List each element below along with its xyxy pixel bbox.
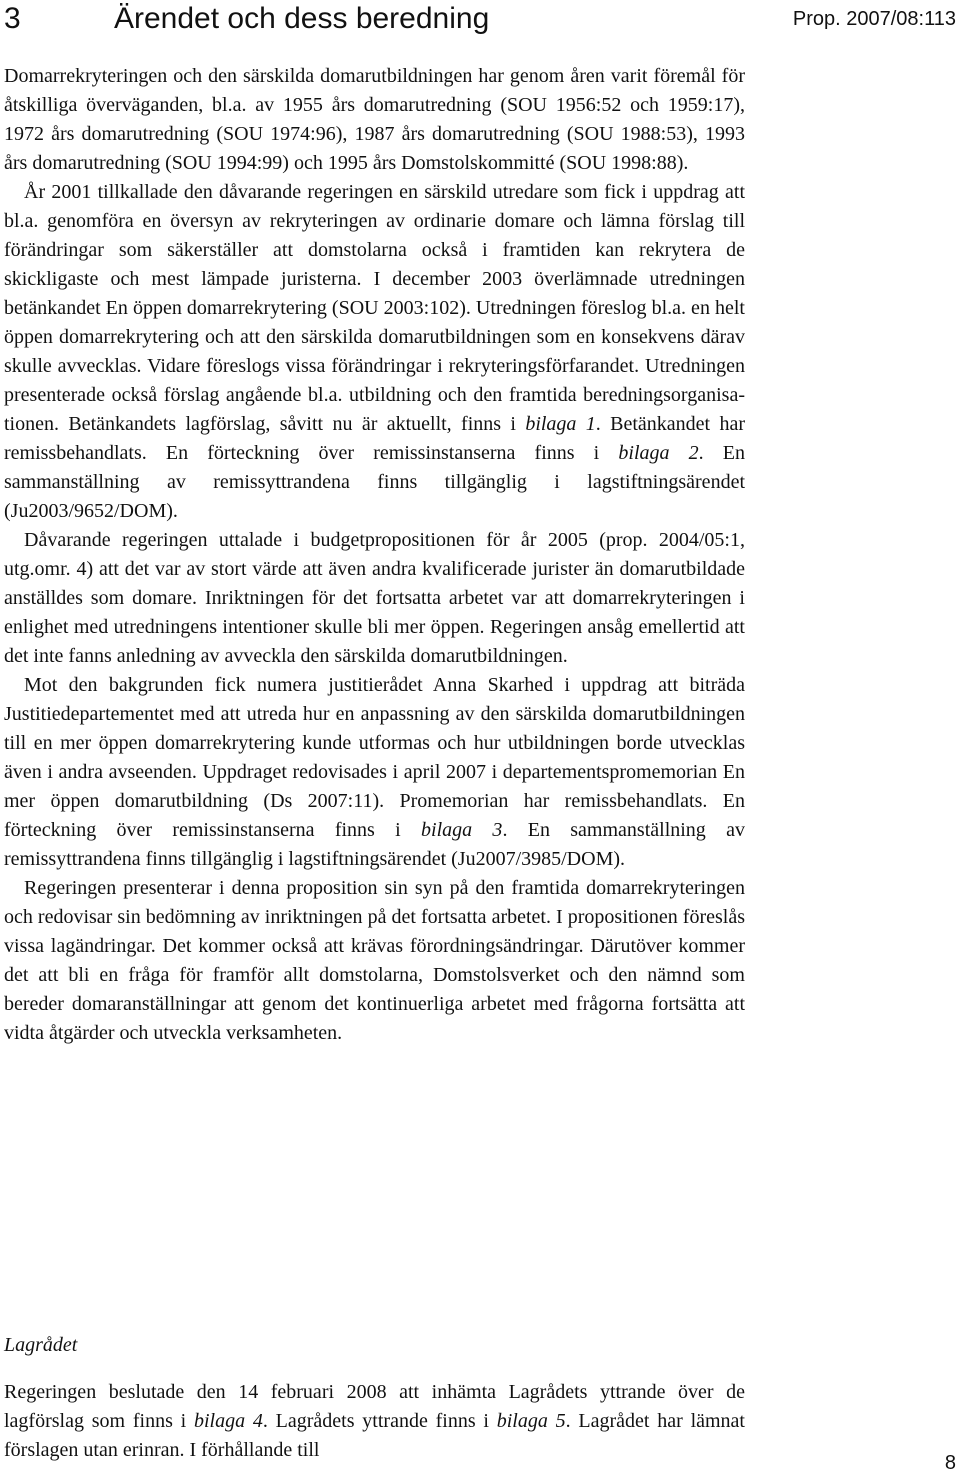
paragraph-2-text-b: . Betänkandet har remissbehandlats. En förteckning över remissinstanserna finns i (4, 413, 745, 464)
section-body (4, 62, 745, 1048)
subsection-text-b: . Lagrådets yttrande finns i (262, 1410, 497, 1432)
paragraph-2-text-a: År 2001 tillkallade den dåvarande regeringen en särskild utredare som fick i uppdrag att bl.a. genomföra en översyn av rekryteringen av ordinarie domare och lämna förslag till förändringar som säkerställer att domstolarna också i framtiden kan rekrytera de skickligaste och mest lämpade juristerna. I december 2003 överlämnade utredningen betänkandet En öppen domarrekrytering (SOU 2003:102). Utredningen föreslog bl.a. en helt öppen domarrekrytering och att den särskilda domarutbildningen som en konsekvens därav skulle avvecklas. Vidare föreslogs vissa förändringar i rekryteringsförfarandet. Utredningen presenterade också förslag angående bl.a. utbildning och den framtida beredningsorganisationen. Betänkandets lagförslag, såvitt nu är aktuellt, finns i (4, 181, 745, 435)
section-title: Ärendet och dess beredning (114, 2, 490, 35)
section-heading (4, 0, 489, 38)
subsection-text-a: Regeringen beslutade den 14 februari 2008 att inhämta Lagrådets yttrande över de lagförslag som finns i (4, 1381, 745, 1432)
subsection-paragraph (4, 1378, 745, 1465)
page-number: 8 (944, 1452, 956, 1474)
subsection-title: Lagrådet (4, 1334, 78, 1356)
paragraph-2 (4, 178, 745, 526)
proposition-reference: Prop. 2007/08:113 (792, 8, 956, 30)
bilaga-2-reference: bilaga 2 (618, 442, 699, 464)
paragraph-3 (4, 526, 745, 671)
bilaga-1-reference: bilaga 1 (525, 413, 596, 435)
bilaga-4-reference: bilaga 4 (193, 1410, 263, 1432)
section-number: 3 (4, 2, 21, 35)
paragraph-1-text: Domarrekryteringen och den särskilda domarutbildningen har genom åren varit föremål för åtskilliga överväganden, bl.a. av 1955 års domarutredning (SOU 1956:52 och 1959:17), 1972 års domarutredning (SOU 1974:96), 1987 års domarutredning (SOU 1988:53), 1993 års domarutredning (SOU 1994:99) och 1995 års Domstolskommitté (SOU 1998:88). (4, 65, 745, 174)
paragraph-1 (4, 62, 745, 178)
paragraph-3-text: Dåvarande regeringen uttalade i budgetpropositionen för år 2005 (prop. 2004/05:1, utg.omr. 4) att det var av stort värde att även andra kvalificerade jurister än domarutbildade anställdes som domare. Inriktningen för det fortsatta arbetet var att domarrekryteringen i enlighet med utredningens intentioner skulle bli mer öppen. Regeringen ansåg emellertid att det inte fanns anledning av avveckla den särskilda domarutbildningen. (4, 529, 745, 667)
paragraph-4 (4, 671, 745, 874)
paragraph-4-text-a: Mot den bakgrunden fick numera justitierådet Anna Skarhed i uppdrag att biträda Justitiedepartementet med att utreda hur en anpassning av den särskilda domarutbildningen till en mer öppen domarrekrytering kunde utformas och hur utbildningen borde utvecklas även i andra avseenden. Uppdraget redovisades i april 2007 i departementspromemorian En mer öppen domarutbildning (Ds 2007:11). Promemorian har remissbehandlats. En förteckning över remissinstanserna finns i (4, 674, 745, 841)
bilaga-3-reference: bilaga 3 (421, 819, 503, 841)
subsection-text-c: . Lagrådet har lämnat förslagen utan erinran. I förhållande till (4, 1410, 745, 1461)
subsection-body (4, 1378, 745, 1465)
paragraph-5-text: Regeringen presenterar i denna proposition sin syn på den framtida domarrekryteringen och redovisar sin bedömning av inriktningen på det fortsatta arbetet. I propositionen föreslås vissa lagändringar. Det kommer också att krävas förordningsändringar. Därutöver kommer det att bli en fråga för framför allt domstolarna, Domstolsverket och den nämnd som bereder domaranställningar att genom det kontinuerliga arbetet med frågorna fortsätta att vidta åtgärder och utveckla verksamheten. (4, 877, 745, 1044)
paragraph-4-text-b: . En sammanställning av remissyttrandena finns tillgänglig i lagstiftningsärendet (Ju2007/3985/DOM). (4, 819, 745, 870)
bilaga-5-reference: bilaga 5 (496, 1410, 566, 1432)
paragraph-2-text-c: . En sammanställning av remissyttrandena finns tillgänglig i lagstiftningsärendet (Ju2003/9652/DOM). (4, 442, 745, 522)
paragraph-5 (4, 874, 745, 1048)
